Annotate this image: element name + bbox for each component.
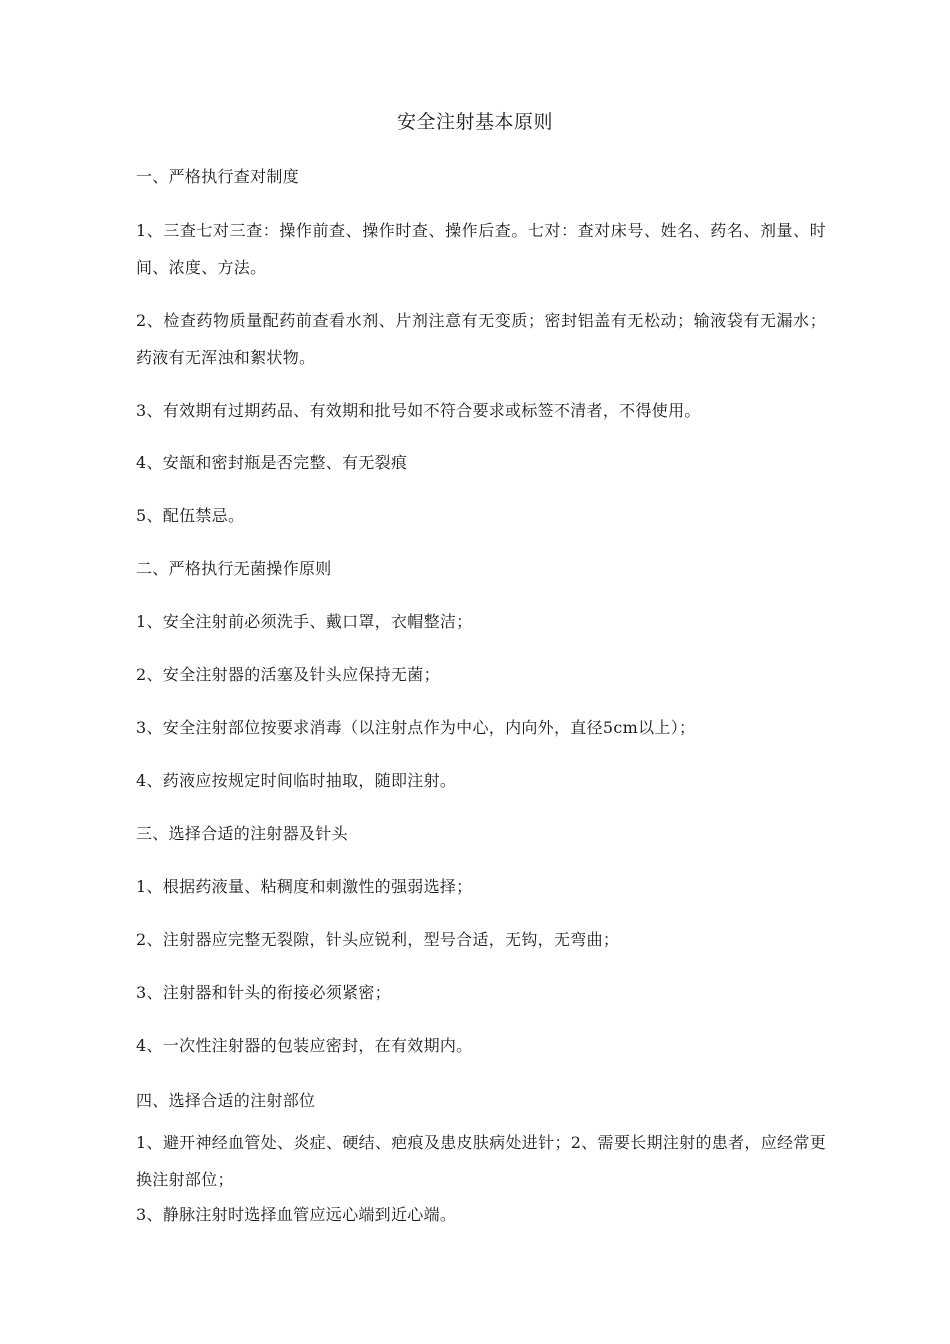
paragraph: 2、注射器应完整无裂隙，针头应锐利，型号合适，无钩，无弯曲； [136, 930, 620, 949]
paragraph: 3、有效期有过期药品、有效期和批号如不符合要求或标签不清者，不得使用。 [136, 401, 701, 420]
paragraph: 3、注射器和针头的衔接必须紧密； [136, 983, 391, 1002]
paragraph: 1、三查七对三查：操作前查、操作时查、操作后查。七对：查对床号、姓名、药名、剂量、时间、浓度、方法。 [136, 221, 826, 277]
section-heading: 一、严格执行查对制度 [136, 167, 300, 186]
paragraph: 5、配伍禁忌。 [136, 506, 245, 525]
paragraph: 2、安全注射器的活塞及针头应保持无菌； [136, 665, 440, 684]
document-title: 安全注射基本原则 [396, 111, 553, 133]
section-heading: 二、严格执行无菌操作原则 [136, 559, 332, 578]
paragraph: 1、安全注射前必须洗手、戴口罩，衣帽整洁； [136, 612, 473, 631]
paragraph: 1、避开神经血管处、炎症、硬结、疤痕及患皮肤病处进针；2、需要长期注射的患者，应经常更换注射部位； [136, 1133, 826, 1189]
paragraph: 1、根据药液量、粘稠度和刺激性的强弱选择； [136, 877, 473, 896]
section-heading: 三、选择合适的注射器及针头 [136, 824, 348, 843]
section-heading: 四、选择合适的注射部位 [136, 1091, 316, 1110]
paragraph: 4、安瓿和密封瓶是否完整、有无裂痕 [136, 453, 408, 472]
paragraph: 4、一次性注射器的包装应密封，在有效期内。 [136, 1036, 473, 1055]
paragraph: 2、检查药物质量配药前查看水剂、片剂注意有无变质；密封铝盖有无松动；输液袋有无漏水；药液有无浑浊和絮状物。 [136, 311, 826, 367]
paragraph: 3、安全注射部位按要求消毒（以注射点作为中心，内向外，直径5cm以上）； [136, 718, 696, 737]
paragraph: 4、药液应按规定时间临时抽取，随即注射。 [136, 771, 457, 790]
paragraph: 3、静脉注射时选择血管应远心端到近心端。 [136, 1205, 457, 1224]
